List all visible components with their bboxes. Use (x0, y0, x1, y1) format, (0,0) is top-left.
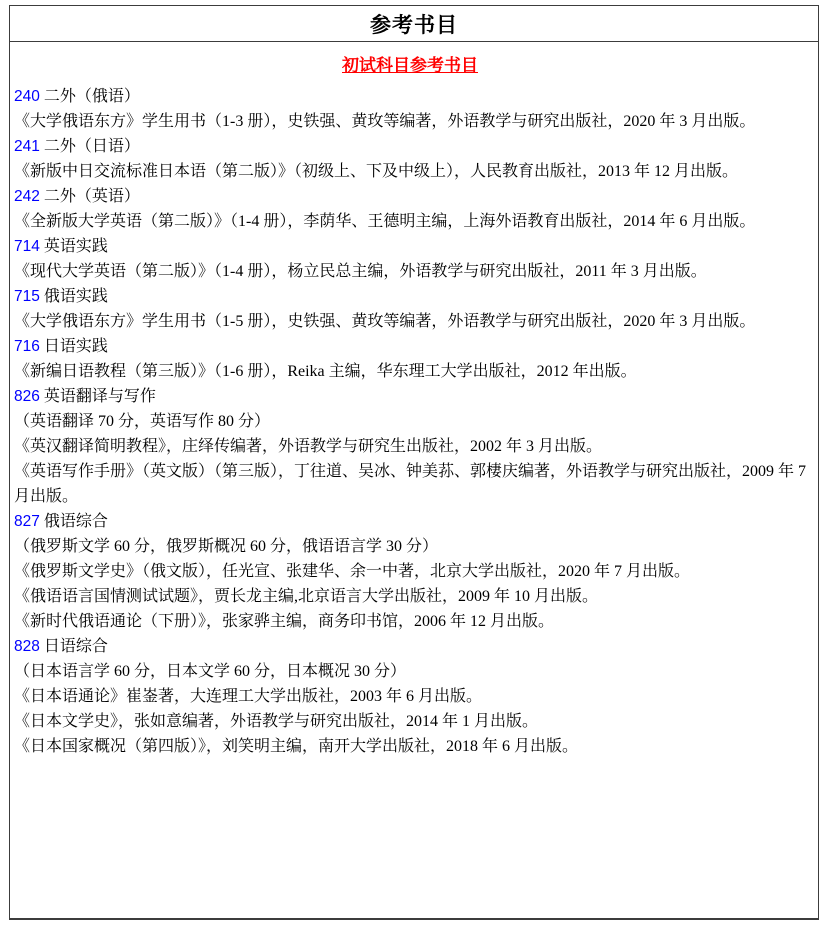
book-list-line (14, 659, 806, 684)
course-code: 714 (14, 238, 40, 255)
section-heading: 初试科目参考书目 (342, 56, 478, 75)
book-list-line (14, 684, 806, 709)
book-list-line (14, 184, 806, 209)
line-text: 英语翻译与写作 (43, 388, 156, 405)
page-title: 参考书目 (370, 13, 458, 37)
line-text: 俄语综合 (43, 513, 108, 530)
line-text: 《大学俄语东方》学生用书（1-5 册），史铁强、黄玫等编著，外语教学与研究出版社，2020 年 3 月出版。 (14, 313, 756, 330)
course-code: 716 (14, 338, 40, 355)
book-list-line (14, 384, 806, 409)
course-code: 241 (14, 138, 40, 155)
book-list-line (14, 609, 806, 634)
line-text: 日语实践 (43, 338, 108, 355)
course-code: 242 (14, 188, 40, 205)
book-list-line (14, 359, 806, 384)
book-list-line (14, 509, 806, 534)
line-text: 日语综合 (43, 638, 108, 655)
line-text: 《英语写作手册》（英文版）（第三版），丁往道、吴冰、钟美荪、郭棲庆编著，外语教学与研究出版社，2009 年 7 月出版。 (14, 463, 807, 505)
line-text: 《全新版大学英语（第二版）》（1-4 册），李荫华、王德明主编，上海外语教育出版社，2014 年 6 月出版。 (14, 213, 756, 230)
book-list (14, 84, 806, 759)
line-text: 英语实践 (43, 238, 108, 255)
course-code: 826 (14, 388, 40, 405)
line-text: 《大学俄语东方》学生用书（1-3 册），史铁强、黄玫等编著，外语教学与研究出版社，2020 年 3 月出版。 (14, 113, 756, 130)
course-code: 240 (14, 88, 40, 105)
line-text: 《俄语语言国情测试试题》，贾长龙主编,北京语言大学出版社，2009 年 10 月出版。 (14, 588, 599, 605)
line-text: 俄语实践 (43, 288, 108, 305)
line-text: 二外（英语） (43, 188, 140, 205)
line-text: 《英汉翻译简明教程》，庄绎传编著，外语教学与研究生出版社，2002 年 3 月出版。 (14, 438, 603, 455)
line-text: 《日本国家概况（第四版）》，刘笑明主编，南开大学出版社，2018 年 6 月出版。 (14, 738, 579, 755)
section-heading-row (14, 51, 806, 76)
line-text: （英语翻译 70 分，英语写作 80 分） (14, 413, 271, 430)
document-body (10, 42, 818, 767)
line-text: 《现代大学英语（第二版）》（1-4 册），杨立民总主编，外语教学与研究出版社，2011 年 3 月出版。 (14, 263, 707, 280)
book-list-line (14, 284, 806, 309)
line-text: 二外（日语） (43, 138, 140, 155)
book-list-line (14, 584, 806, 609)
course-code: 828 (14, 638, 40, 655)
line-text: 《新时代俄语通论（下册）》，张家骅主编，商务印书馆，2006 年 12 月出版。 (14, 613, 555, 630)
course-code: 715 (14, 288, 40, 305)
line-text: 《日本语通论》崔崟著，大连理工大学出版社，2003 年 6 月出版。 (14, 688, 483, 705)
line-text: 《新编日语教程（第三版）》（1-6 册），Reika 主编，华东理工大学出版社，2012 年出版。 (14, 363, 637, 380)
document-frame (9, 5, 819, 920)
book-list-line (14, 159, 806, 184)
line-text: 《俄罗斯文学史》（俄文版），任光宣、张建华、余一中著，北京大学出版社，2020 年 7 月出版。 (14, 563, 691, 580)
book-list-line (14, 259, 806, 284)
line-text: （俄罗斯文学 60 分，俄罗斯概况 60 分，俄语语言学 30 分） (14, 538, 439, 555)
book-list-line (14, 459, 806, 509)
course-code: 827 (14, 513, 40, 530)
book-list-line (14, 734, 806, 759)
book-list-line (14, 134, 806, 159)
line-text: （日本语言学 60 分，日本文学 60 分，日本概况 30 分） (14, 663, 407, 680)
document-header (10, 6, 818, 42)
book-list-line (14, 209, 806, 234)
book-list-line (14, 409, 806, 434)
book-list-line (14, 559, 806, 584)
book-list-line (14, 84, 806, 109)
book-list-line (14, 309, 806, 334)
book-list-line (14, 534, 806, 559)
book-list-line (14, 634, 806, 659)
book-list-line (14, 109, 806, 134)
book-list-line (14, 709, 806, 734)
book-list-line (14, 334, 806, 359)
line-text: 二外（俄语） (43, 88, 140, 105)
book-list-line (14, 234, 806, 259)
line-text: 《新版中日交流标准日本语（第二版）》（初级上、下及中级上），人民教育出版社，2013 年 12 月出版。 (14, 163, 739, 180)
line-text: 《日本文学史》，张如意编著，外语教学与研究出版社，2014 年 1 月出版。 (14, 713, 539, 730)
book-list-line (14, 434, 806, 459)
